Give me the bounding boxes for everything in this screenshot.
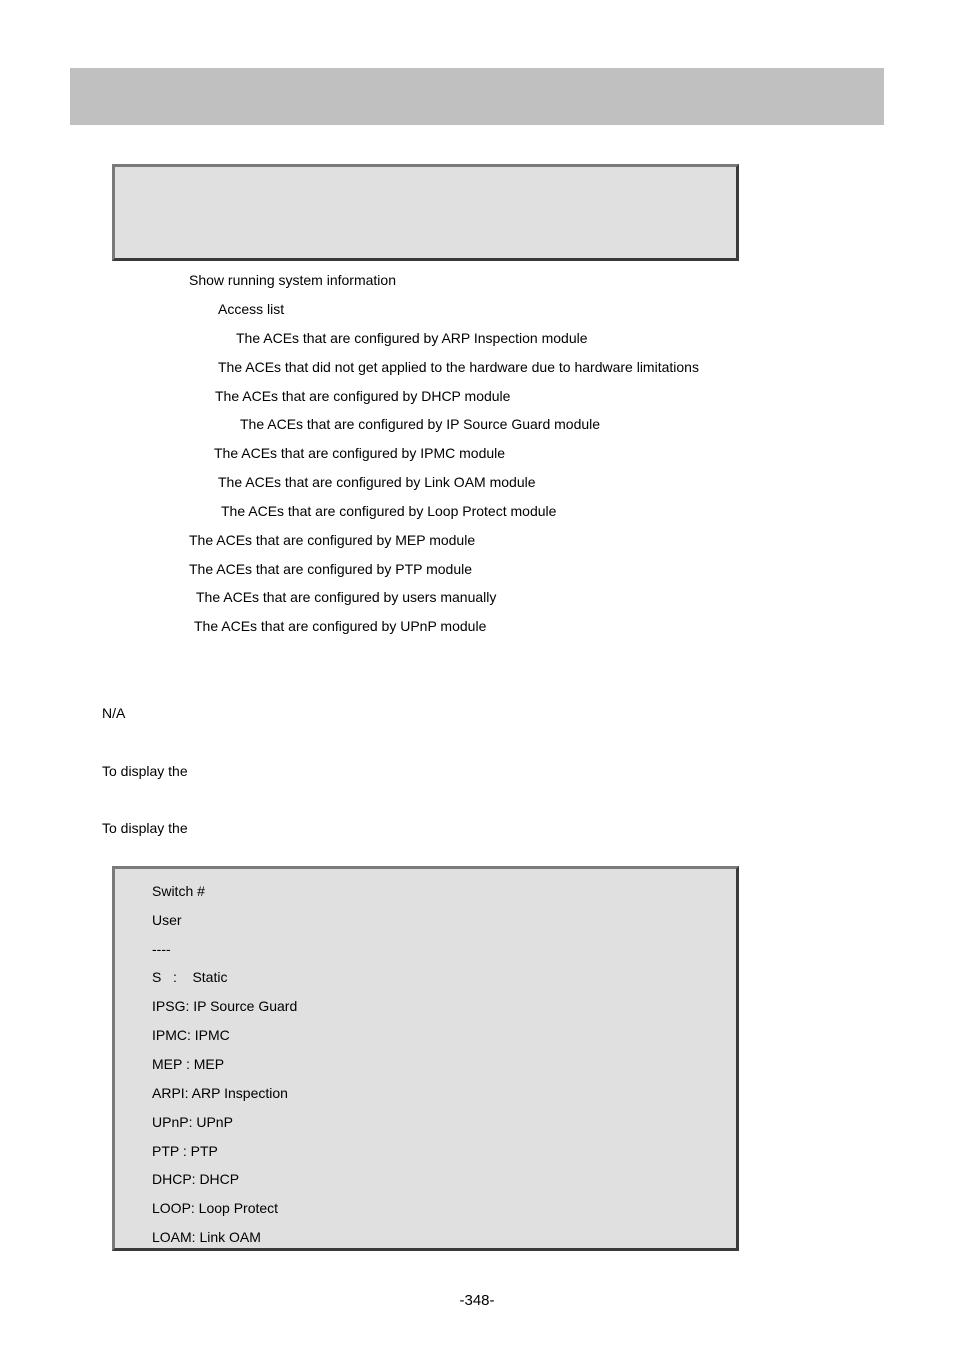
parameter-description: The ACEs that are configured by users manually (196, 589, 497, 605)
example-line: UPnP: UPnP (152, 1114, 233, 1130)
parameter-description: The ACEs that are configured by MEP module (189, 532, 476, 548)
example-line: ARPI: ARP Inspection (152, 1085, 288, 1101)
example-line: IPSG: IP Source Guard (152, 998, 298, 1014)
page-number: -348- (459, 1292, 495, 1309)
parameter-description: The ACEs that are configured by Link OAM module (218, 474, 536, 490)
parameter-description: The ACEs that are configured by Loop Protect module (221, 503, 557, 519)
example-line: PTP : PTP (152, 1143, 218, 1159)
example-output-box (112, 866, 739, 1251)
example-line: S : Static (152, 969, 228, 985)
example-line: Switch # (152, 883, 205, 899)
example-line: User (152, 912, 182, 928)
parameter-description: The ACEs that are configured by IP Source Guard module (240, 416, 601, 432)
command-syntax-box (112, 164, 739, 261)
usage-guideline-text: To display the (102, 763, 188, 779)
parameter-description: The ACEs that are configured by PTP module (189, 561, 473, 577)
parameter-description: Show running system information (189, 272, 396, 288)
parameter-description: Access list (218, 301, 285, 317)
parameter-description: The ACEs that did not get applied to the hardware due to hardware limitations (218, 359, 699, 375)
parameter-description: The ACEs that are configured by IPMC module (214, 445, 506, 461)
parameter-description: The ACEs that are configured by ARP Inspection module (236, 330, 588, 346)
parameter-description: The ACEs that are configured by DHCP module (215, 388, 511, 404)
example-line: MEP : MEP (152, 1056, 225, 1072)
example-line: DHCP: DHCP (152, 1171, 240, 1187)
parameter-description: The ACEs that are configured by UPnP module (194, 618, 487, 634)
example-line: LOAM: Link OAM (152, 1229, 261, 1245)
section-header-bar (70, 68, 884, 125)
example-intro-text: To display the (102, 820, 188, 836)
default-value-text: N/A (102, 705, 126, 721)
example-line: LOOP: Loop Protect (152, 1200, 279, 1216)
example-line: IPMC: IPMC (152, 1027, 230, 1043)
example-line: ---- (152, 941, 171, 957)
